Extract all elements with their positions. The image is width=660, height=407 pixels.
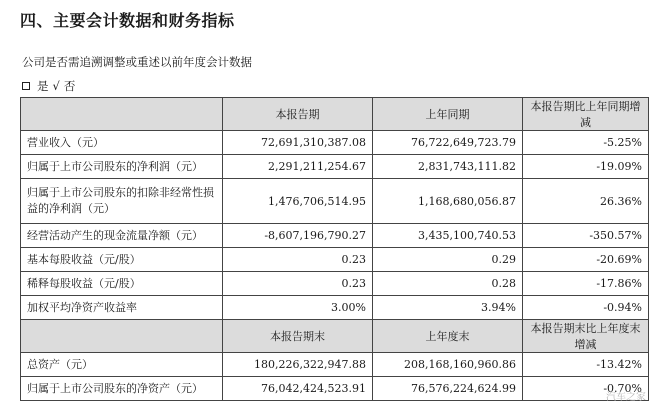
current-value: 76,042,424,523.91 xyxy=(223,377,373,401)
change-value: -20.69% xyxy=(523,248,649,272)
current-value: 180,226,322,947.88 xyxy=(223,353,373,377)
table-row xyxy=(21,131,649,155)
change-value: -0.94% xyxy=(523,296,649,320)
current-value: -8,607,196,790.27 xyxy=(223,224,373,248)
row-label: 总资产（元） xyxy=(21,353,223,377)
restatement-question: 公司是否需追溯调整或重述以前年度会计数据 xyxy=(22,55,252,69)
table-row xyxy=(21,155,649,179)
change-value: -350.57% xyxy=(523,224,649,248)
column-header: 本报告期 xyxy=(223,98,373,131)
row-label: 加权平均净资产收益率 xyxy=(21,296,223,320)
row-label: 经营活动产生的现金流量净额（元） xyxy=(21,224,223,248)
column-header: 本报告期末 xyxy=(223,320,373,353)
current-value: 72,691,310,387.08 xyxy=(223,131,373,155)
previous-value: 76,722,649,723.79 xyxy=(373,131,523,155)
row-label: 归属于上市公司股东的扣除非经常性损益的净利润（元） xyxy=(21,179,223,224)
change-value: -5.25% xyxy=(523,131,649,155)
previous-value: 208,168,160,960.86 xyxy=(373,353,523,377)
table-header-row xyxy=(21,98,649,131)
row-label: 基本每股收益（元/股） xyxy=(21,248,223,272)
table-row xyxy=(21,272,649,296)
choice-yes-label: 是 xyxy=(37,79,49,93)
previous-value: 0.29 xyxy=(373,248,523,272)
choice-checkmark: √ xyxy=(52,79,60,93)
row-label: 归属于上市公司股东的净资产（元） xyxy=(21,377,223,401)
checkbox-icon xyxy=(22,82,30,90)
previous-value: 76,576,224,624.99 xyxy=(373,377,523,401)
change-value: 26.36% xyxy=(523,179,649,224)
row-label: 稀释每股收益（元/股） xyxy=(21,272,223,296)
restatement-choice xyxy=(22,78,75,94)
table-row xyxy=(21,353,649,377)
previous-value: 1,168,680,056.87 xyxy=(373,179,523,224)
previous-value: 3,435,100,740.53 xyxy=(373,224,523,248)
row-label: 营业收入（元） xyxy=(21,131,223,155)
table-row xyxy=(21,296,649,320)
previous-value: 0.28 xyxy=(373,272,523,296)
table-row xyxy=(21,179,649,224)
column-header: 本报告期比上年同期增减 xyxy=(523,98,649,131)
financial-indicators-table xyxy=(20,97,649,401)
current-value: 0.23 xyxy=(223,272,373,296)
previous-value: 3.94% xyxy=(373,296,523,320)
watermark: 汽车之家 xyxy=(606,392,646,403)
column-header: 本报告期末比上年度末增减 xyxy=(523,320,649,353)
column-header: 上年度末 xyxy=(373,320,523,353)
table-header-row xyxy=(21,320,649,353)
table-row xyxy=(21,377,649,401)
choice-no-label: 否 xyxy=(63,79,76,93)
row-label: 归属于上市公司股东的净利润（元） xyxy=(21,155,223,179)
section-title: 四、主要会计数据和财务指标 xyxy=(20,11,235,30)
column-header: 上年同期 xyxy=(373,98,523,131)
column-header xyxy=(21,320,223,353)
column-header xyxy=(21,98,223,131)
previous-value: 2,831,743,111.82 xyxy=(373,155,523,179)
table-row xyxy=(21,248,649,272)
change-value: -19.09% xyxy=(523,155,649,179)
current-value: 0.23 xyxy=(223,248,373,272)
current-value: 2,291,211,254.67 xyxy=(223,155,373,179)
change-value: -13.42% xyxy=(523,353,649,377)
current-value: 3.00% xyxy=(223,296,373,320)
table-row xyxy=(21,224,649,248)
current-value: 1,476,706,514.95 xyxy=(223,179,373,224)
change-value: -17.86% xyxy=(523,272,649,296)
change-value: -0.70% xyxy=(523,377,649,401)
